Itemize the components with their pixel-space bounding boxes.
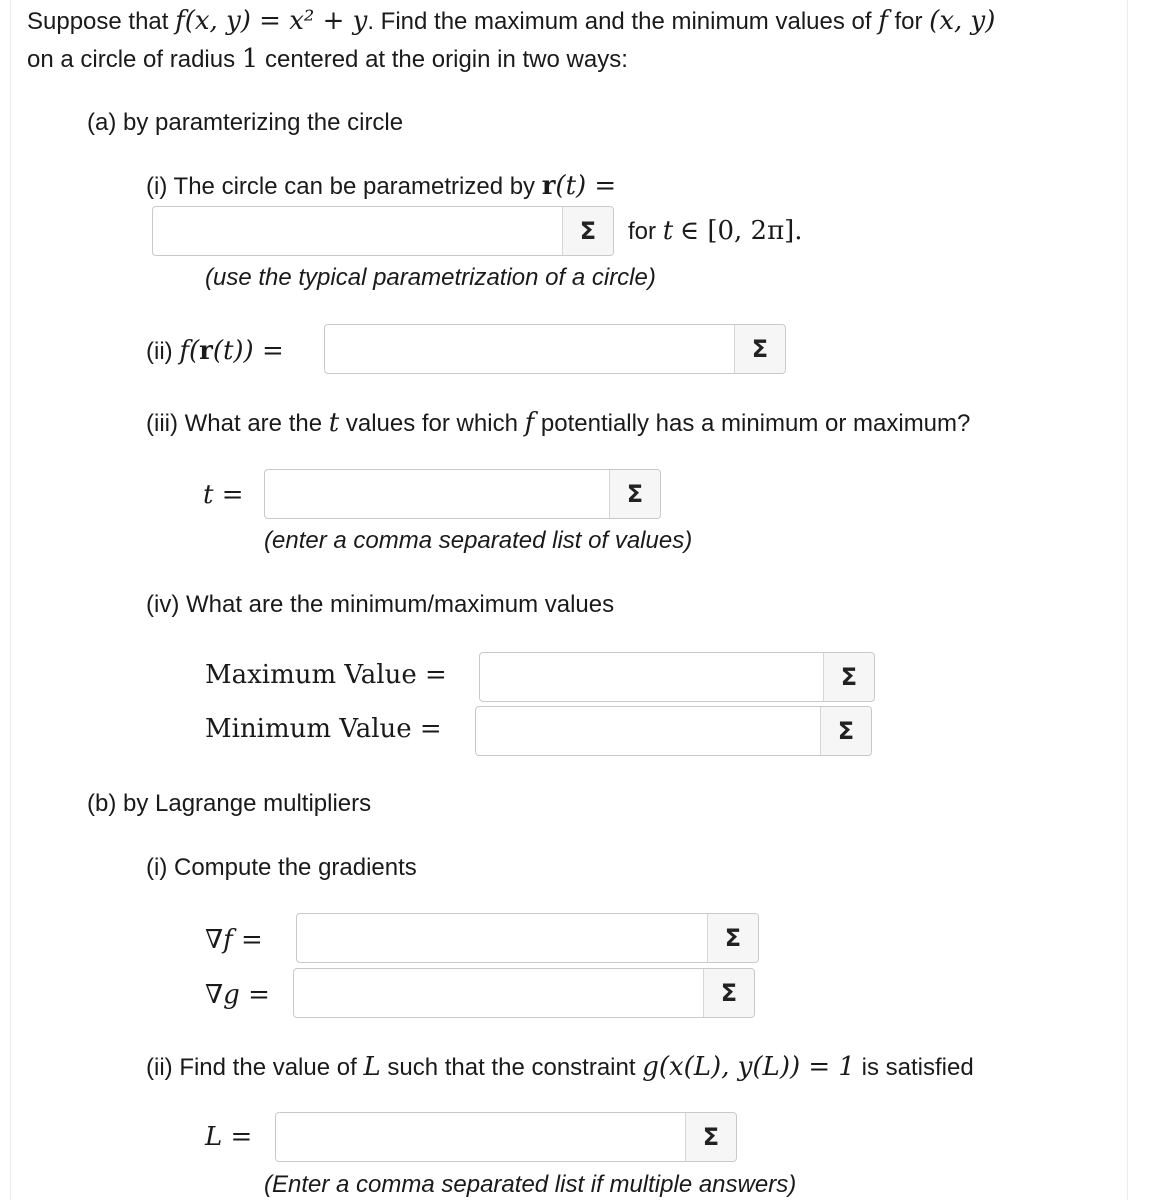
t-values-input[interactable] [265,470,608,518]
sigma-icon[interactable]: Σ [820,707,871,755]
minimum-value-label: Minimum Value = [205,714,442,744]
f-of-r-answer-box [324,324,786,374]
minimum-value-input[interactable] [476,707,819,755]
sigma-icon[interactable]: Σ [685,1113,736,1161]
grad-g-label: ∇g = [205,980,270,1010]
grad-f-input[interactable] [297,914,706,962]
grad-f-answer-box [296,913,759,963]
maximum-value-label: Maximum Value = [205,660,447,690]
t-values-hint: (enter a comma separated list of values) [264,527,693,554]
part-b-heading: (b) by Lagrange multipliers [87,790,372,817]
maximum-value-answer-box [479,652,875,702]
part-a-ii-label: (ii) f(r(t)) = [146,336,284,366]
parameter-range: for t ∈ [0, 2π]. [628,216,803,246]
minimum-value-answer-box [475,706,872,756]
sigma-icon[interactable]: Σ [609,470,660,518]
f-of-r-input[interactable] [325,325,733,373]
parametrization-hint: (use the typical parametrization of a circle) [205,264,656,291]
sigma-icon[interactable]: Σ [823,653,874,701]
maximum-value-input[interactable] [480,653,822,701]
t-equals-label: t = [203,480,244,510]
L-hint: (Enter a comma separated list if multiple answers) [264,1171,797,1198]
part-a-iv-label: (iv) What are the minimum/maximum values [146,591,615,618]
grad-g-input[interactable] [294,969,702,1017]
grad-f-label: ∇f = [205,925,263,955]
parametrization-answer-box [152,206,614,256]
t-values-answer-box [264,469,661,519]
part-a-heading: (a) by paramterizing the circle [87,109,404,136]
part-b-i-label: (i) Compute the gradients [146,854,417,881]
sigma-icon[interactable]: Σ [703,969,754,1017]
grad-g-answer-box [293,968,755,1018]
sigma-icon[interactable]: Σ [734,325,785,373]
L-input[interactable] [276,1113,684,1161]
part-b-ii-label: (ii) Find the value of L such that the constraint g(x(L), y(L)) = 1 is satisfied [146,1052,974,1082]
parametrization-input[interactable] [153,207,561,255]
intro-line-2: on a circle of radius 1 centered at the origin in two ways: [27,44,628,74]
sigma-icon[interactable]: Σ [707,914,758,962]
L-equals-label: L = [205,1122,253,1152]
L-answer-box [275,1112,737,1162]
sigma-icon[interactable]: Σ [562,207,613,255]
part-a-iii-label: (iii) What are the t values for which f potentially has a minimum or maximum? [146,408,971,438]
part-a-i-label: (i) The circle can be parametrized by r(t) = [146,171,617,201]
intro-line-1: Suppose that f(x, y) = x² + y. Find the maximum and the minimum values of f for (x, y) [27,6,996,36]
